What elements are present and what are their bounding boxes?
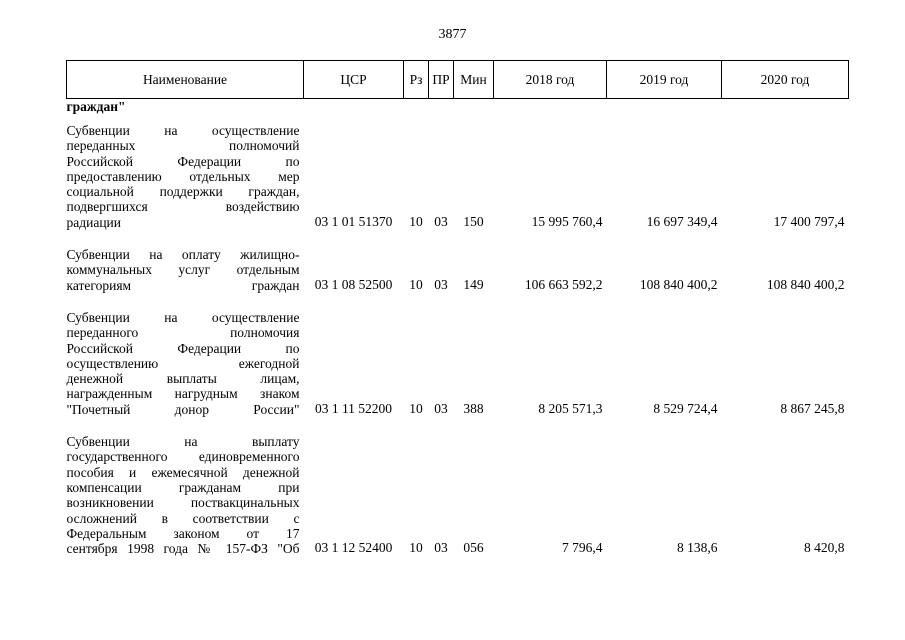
row-2018: 15 995 760,4	[531, 214, 603, 230]
row-name-line: Федеральным законом от 17	[66, 525, 300, 541]
row-name-line: Субвенции на осуществление	[66, 123, 300, 138]
row-rz: 10	[409, 401, 423, 417]
row-spacer	[67, 293, 849, 304]
row-name-line: коммунальных услуг отдельным	[66, 262, 300, 278]
row-name-line: награжденным нагрудным знаком	[66, 386, 300, 402]
table-row	[67, 304, 849, 417]
continuation-row	[67, 99, 849, 118]
row-csr: 03 1 12 52400	[314, 540, 393, 556]
row-name-line: сентября 1998 года № 157-ФЗ "Об	[66, 541, 300, 557]
header-csr: ЦСР	[304, 61, 404, 99]
table-body	[67, 99, 849, 557]
header-2018: 2018 год	[494, 61, 607, 99]
row-name	[67, 241, 304, 293]
row-2020: 8 867 245,8	[780, 401, 845, 417]
row-name-line: Российской Федерации по	[66, 340, 300, 356]
row-min: 149	[463, 276, 484, 292]
header-rz: Рз	[404, 61, 429, 99]
row-2018: 7 796,4	[562, 540, 603, 556]
row-name	[67, 428, 304, 556]
row-2020: 8 420,8	[804, 540, 845, 556]
row-name-line: пособия и ежемесячной денежной	[66, 464, 300, 480]
row-name-line: компенсации гражданам при	[66, 479, 300, 495]
row-name-line: Субвенции на выплату	[66, 434, 300, 450]
row-2020: 17 400 797,4	[773, 214, 845, 230]
table-row	[67, 117, 849, 230]
row-pr: 03	[434, 214, 448, 230]
row-name-line: радиации	[66, 214, 122, 230]
header-name: Наименование	[67, 61, 304, 99]
row-name-line: Субвенции на осуществление	[66, 309, 300, 325]
row-2019: 8 529 724,4	[653, 401, 718, 417]
row-name	[67, 117, 304, 230]
row-name-line: возникновении поствакцинальных	[66, 495, 300, 511]
budget-table	[66, 60, 849, 556]
header-2019: 2019 год	[607, 61, 722, 99]
row-pr: 03	[434, 401, 448, 417]
table-row	[67, 241, 849, 293]
row-rz: 10	[409, 214, 423, 230]
row-rz: 10	[409, 276, 423, 292]
row-pr: 03	[434, 276, 448, 292]
row-name-line: Российской Федерации по	[66, 153, 300, 169]
row-name-line: подвергшихся воздействию	[66, 199, 300, 215]
page-number: 3877	[438, 27, 467, 42]
row-name-line: денежной выплаты лицам,	[66, 371, 300, 387]
row-2018: 8 205 571,3	[538, 401, 603, 417]
row-name	[67, 304, 304, 417]
row-min: 056	[463, 540, 484, 556]
row-name-line: осложнений в соответствии с	[66, 510, 300, 526]
row-name-line: Субвенции на оплату жилищно-	[66, 247, 300, 263]
row-name-line: переданного полномочия	[66, 325, 300, 341]
table-row	[67, 428, 849, 556]
row-2019: 16 697 349,4	[646, 214, 718, 230]
row-2018: 106 663 592,2	[524, 276, 603, 292]
row-name-line: государственного единовременного	[66, 449, 300, 465]
row-name-line: категориям граждан	[66, 277, 300, 293]
row-csr: 03 1 11 52200	[314, 401, 393, 417]
row-spacer	[67, 230, 849, 241]
row-csr: 03 1 01 51370	[314, 214, 393, 230]
row-name-line: переданных полномочий	[66, 138, 300, 154]
row-name-line: осуществлению ежегодной	[66, 355, 300, 371]
continuation-text: граждан"	[66, 99, 126, 114]
row-name-line: предоставлению отдельных мер	[66, 168, 300, 184]
header-2020: 2020 год	[722, 61, 849, 99]
row-name-line: социальной поддержки граждан,	[66, 184, 300, 200]
header-pr: ПР	[429, 61, 454, 99]
row-2019: 8 138,6	[677, 540, 718, 556]
row-rz: 10	[409, 540, 423, 556]
row-min: 150	[463, 214, 484, 230]
row-2020: 108 840 400,2	[766, 276, 845, 292]
row-csr: 03 1 08 52500	[314, 276, 393, 292]
table-header-row	[67, 61, 849, 99]
row-min: 388	[463, 401, 484, 417]
row-name-line: "Почетный донор России"	[66, 401, 300, 417]
row-pr: 03	[434, 540, 448, 556]
row-2019: 108 840 400,2	[639, 276, 718, 292]
header-min: Мин	[454, 61, 494, 99]
row-spacer	[67, 417, 849, 428]
